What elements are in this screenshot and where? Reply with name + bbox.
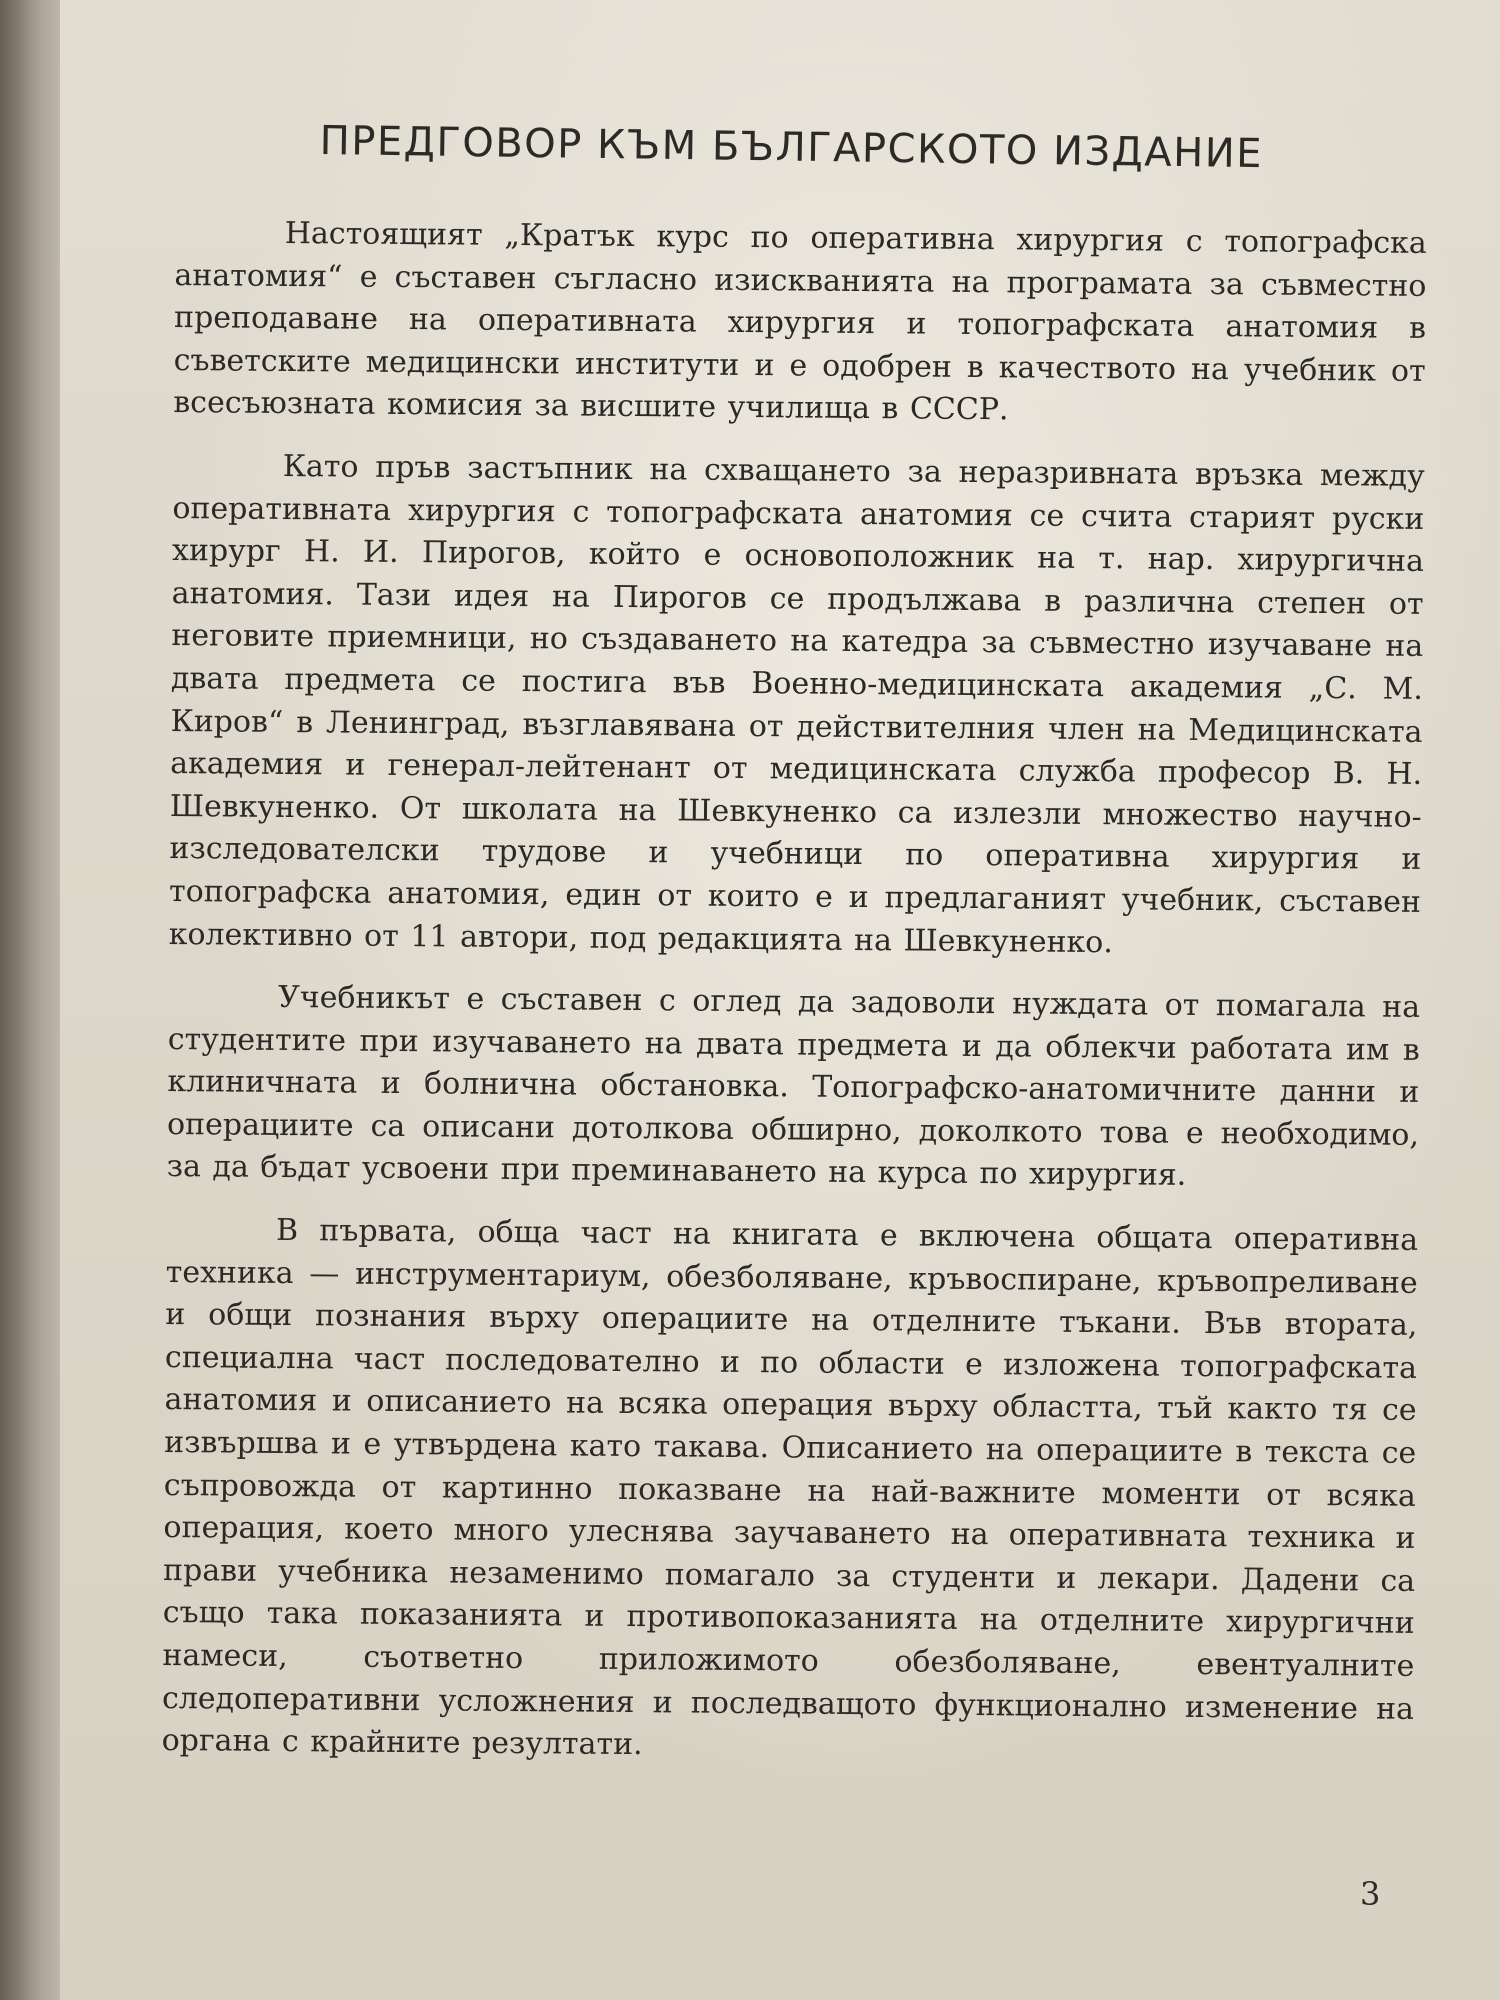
- page-title: ПРЕДГОВОР КЪМ БЪЛГАРСКОТО ИЗДАНИЕ: [319, 118, 1264, 178]
- paragraph-3: Учебникът е съставен с оглед да задоволи нуждата от помагала на студентите при изучаването на двата предмета и да облекчи работата им в клиничната и болнична обстановка. Топографско-анатомичните данни и операциите са описани дотолкова обширно, доколкото това е необходимо, за да бъдат усвоени при преминаването на курса по хирургия.: [166, 980, 1421, 1194]
- page-sheet: [60, 0, 1500, 2000]
- paragraph-2: Като пръв застъпник на схващането за неразривната връзка между оперативната хирургия с топографската анатомия се счита старият руски хирург Н. И. Пирогов, който е основоположник на т. нар. хирургична анатомия. Тази идея на Пирогов се продължава в различна степен от неговите приемници, но създаването на катедра за съвместно изучаване на двата предмета се постига във Военно-медицинската академия „С. М. Киров“ в Ленинград, възглавявана от действителния член на Медицинската академия и генерал-лейтенант от медицинската служба професор В. Н. Шевкуненко. От школата на Шевкуненко са излезли множество научно-изследователски трудове и учебници по оперативна хирургия и топографска анатомия, един от които е и предлаганият учебник, съставен колективно от 11 автори, под редакцията на Шевкуненко.: [168, 448, 1425, 960]
- paragraph-4: В първата, обща част на книгата е включена общата оперативна техника — инструментариум, обезболяване, кръвоспиране, кръвопреливане и общи познания върху операциите на отделните тъкани. Във втората, специална част последователно и по области е изложена топографската анатомия и описанието на всяка операция върху областта, тъй както тя се извършва и е утвърдена като такава. Описанието на операциите в текста се съпровожда от картинно показване на най-важните моменти от всяка операция, което много улеснява заучаването на оперативната техника и прави учебника незаменимо помагало за студенти и лекари. Дадени са също така показанията и противопоказанията на отделните хирургични намеси, съответно приложимото обезболяване, евентуалните следоперативни усложнения и последващото функционално изменение на органа с крайните резултати.: [161, 1212, 1419, 1763]
- preface-body: [161, 212, 1427, 1794]
- paragraph-1: Настоящият „Кратък курс по оперативна хирургия с топографска анатомия“ е съставен съгласно изискванията на програмата за съвместно преподаване на оперативната хирургия и топографската анатомия в съветските медицински институти и е одобрен в качеството на учебник от всесъюзната комисия за висшите училища в СССР.: [173, 215, 1427, 428]
- page-number: 3: [1360, 1875, 1381, 1913]
